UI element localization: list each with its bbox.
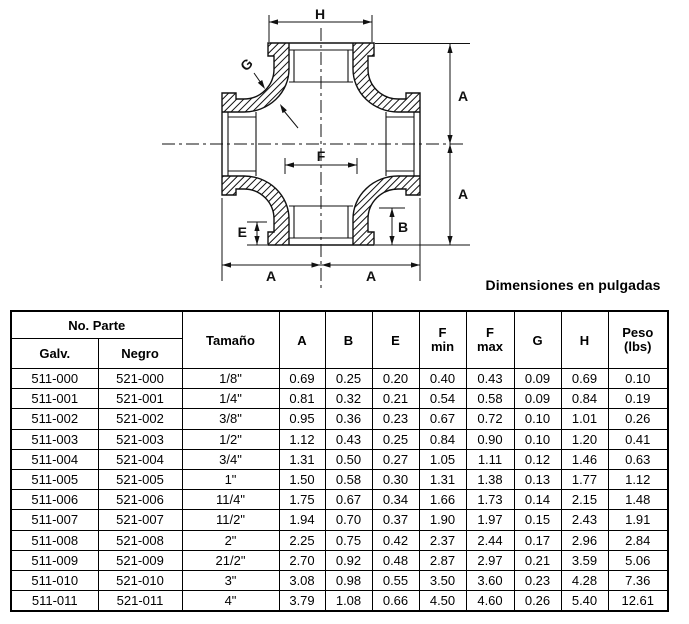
cell-f-min: 0.54 <box>419 389 466 409</box>
cell-negro: 521-004 <box>98 449 182 469</box>
cell-g: 0.13 <box>514 469 561 489</box>
cell-peso: 0.63 <box>608 449 668 469</box>
cell-negro: 521-009 <box>98 550 182 570</box>
cell-a: 1.94 <box>279 510 325 530</box>
cell-e: 0.37 <box>372 510 419 530</box>
cell-h: 2.15 <box>561 490 608 510</box>
cell-f-min: 1.05 <box>419 449 466 469</box>
cell-f-min: 4.50 <box>419 591 466 612</box>
cell-b: 0.25 <box>325 369 372 389</box>
col-header-b: B <box>325 311 372 369</box>
cell-f-min: 0.40 <box>419 369 466 389</box>
cell-g: 0.14 <box>514 490 561 510</box>
dim-label-h: H <box>314 6 326 22</box>
table-row <box>11 570 668 590</box>
cell-galv: 511-000 <box>11 369 98 389</box>
cell-e: 0.55 <box>372 570 419 590</box>
cell-e: 0.66 <box>372 591 419 612</box>
table-row <box>11 490 668 510</box>
cell-size: 11/4" <box>182 490 279 510</box>
cell-galv: 511-004 <box>11 449 98 469</box>
cell-f-min: 0.84 <box>419 429 466 449</box>
cell-h: 0.69 <box>561 369 608 389</box>
cell-g: 0.12 <box>514 449 561 469</box>
table-row <box>11 591 668 612</box>
cell-g: 0.09 <box>514 369 561 389</box>
cell-b: 0.32 <box>325 389 372 409</box>
cell-size: 3/4" <box>182 449 279 469</box>
cell-size: 1/2" <box>182 429 279 449</box>
cell-b: 0.43 <box>325 429 372 449</box>
cell-f-min: 2.87 <box>419 550 466 570</box>
cell-h: 1.01 <box>561 409 608 429</box>
cell-a: 0.69 <box>279 369 325 389</box>
col-header-tamano: Tamaño <box>182 311 279 369</box>
cell-f-max: 1.38 <box>466 469 514 489</box>
cell-a: 3.79 <box>279 591 325 612</box>
cell-g: 0.09 <box>514 389 561 409</box>
dim-label-a-bottom-left: A <box>265 268 277 284</box>
cell-peso: 2.84 <box>608 530 668 550</box>
centerlines <box>162 28 464 288</box>
cell-negro: 521-000 <box>98 369 182 389</box>
cell-h: 1.77 <box>561 469 608 489</box>
cell-peso: 1.48 <box>608 490 668 510</box>
col-header-f-min <box>419 311 466 369</box>
cell-f-min: 2.37 <box>419 530 466 550</box>
dim-label-e: E <box>237 224 247 240</box>
table-row <box>11 530 668 550</box>
cell-e: 0.21 <box>372 389 419 409</box>
cell-f-max: 0.43 <box>466 369 514 389</box>
f-max-line1: F <box>486 325 494 340</box>
cell-galv: 511-006 <box>11 490 98 510</box>
table-row <box>11 409 668 429</box>
dim-label-a-right-bottom: A <box>458 186 469 202</box>
cell-size: 21/2" <box>182 550 279 570</box>
cell-a: 1.12 <box>279 429 325 449</box>
cell-g: 0.21 <box>514 550 561 570</box>
col-header-g: G <box>514 311 561 369</box>
cell-size: 3" <box>182 570 279 590</box>
table-body <box>11 369 668 612</box>
cell-g: 0.17 <box>514 530 561 550</box>
cell-b: 0.50 <box>325 449 372 469</box>
cell-size: 2" <box>182 530 279 550</box>
cell-f-min: 1.66 <box>419 490 466 510</box>
cell-e: 0.27 <box>372 449 419 469</box>
cell-e: 0.20 <box>372 369 419 389</box>
cell-g: 0.10 <box>514 409 561 429</box>
cell-a: 2.70 <box>279 550 325 570</box>
cross-fitting-diagram <box>0 0 689 300</box>
f-min-line1: F <box>438 325 447 340</box>
cell-b: 0.98 <box>325 570 372 590</box>
cell-galv: 511-007 <box>11 510 98 530</box>
f-max-line2: max <box>476 339 504 354</box>
cell-h: 1.20 <box>561 429 608 449</box>
cell-peso: 0.26 <box>608 409 668 429</box>
cell-f-max: 1.11 <box>466 449 514 469</box>
cell-f-max: 3.60 <box>466 570 514 590</box>
cell-galv: 511-008 <box>11 530 98 550</box>
col-header-e: E <box>372 311 419 369</box>
cell-galv: 511-010 <box>11 570 98 590</box>
cell-b: 0.92 <box>325 550 372 570</box>
peso-line2: (lbs) <box>624 339 652 354</box>
cell-a: 0.81 <box>279 389 325 409</box>
cell-f-max: 4.60 <box>466 591 514 612</box>
cell-f-min: 3.50 <box>419 570 466 590</box>
cell-b: 0.58 <box>325 469 372 489</box>
cell-g: 0.15 <box>514 510 561 530</box>
cell-size: 4" <box>182 591 279 612</box>
cell-a: 2.25 <box>279 530 325 550</box>
cell-negro: 521-001 <box>98 389 182 409</box>
f-min-line2: min <box>430 339 455 354</box>
cell-negro: 521-006 <box>98 490 182 510</box>
col-header-negro: Negro <box>98 339 182 369</box>
cell-b: 0.75 <box>325 530 372 550</box>
cell-peso: 5.06 <box>608 550 668 570</box>
cell-negro: 521-008 <box>98 530 182 550</box>
cell-galv: 511-002 <box>11 409 98 429</box>
cell-peso: 0.19 <box>608 389 668 409</box>
cell-e: 0.23 <box>372 409 419 429</box>
cell-f-max: 1.97 <box>466 510 514 530</box>
cell-g: 0.10 <box>514 429 561 449</box>
col-header-a: A <box>279 311 325 369</box>
cell-b: 0.67 <box>325 490 372 510</box>
cell-h: 3.59 <box>561 550 608 570</box>
cell-peso: 1.91 <box>608 510 668 530</box>
cell-galv: 511-001 <box>11 389 98 409</box>
cell-f-max: 0.72 <box>466 409 514 429</box>
cell-e: 0.34 <box>372 490 419 510</box>
cell-f-max: 1.73 <box>466 490 514 510</box>
col-header-galv: Galv. <box>11 339 98 369</box>
cell-size: 3/8" <box>182 409 279 429</box>
peso-line1: Peso <box>622 325 654 340</box>
cell-a: 0.95 <box>279 409 325 429</box>
cell-size: 1" <box>182 469 279 489</box>
cell-f-max: 2.97 <box>466 550 514 570</box>
dim-label-b: B <box>398 219 409 235</box>
cell-peso: 1.12 <box>608 469 668 489</box>
cell-h: 2.96 <box>561 530 608 550</box>
cell-g: 0.23 <box>514 570 561 590</box>
cell-negro: 521-002 <box>98 409 182 429</box>
cell-peso: 0.41 <box>608 429 668 449</box>
cell-size: 1/8" <box>182 369 279 389</box>
cell-a: 1.75 <box>279 490 325 510</box>
cell-f-min: 1.31 <box>419 469 466 489</box>
cell-galv: 511-009 <box>11 550 98 570</box>
cell-a: 1.50 <box>279 469 325 489</box>
cell-peso: 0.10 <box>608 369 668 389</box>
cell-b: 1.08 <box>325 591 372 612</box>
cell-negro: 521-003 <box>98 429 182 449</box>
cell-e: 0.30 <box>372 469 419 489</box>
table-row <box>11 429 668 449</box>
cell-peso: 7.36 <box>608 570 668 590</box>
cell-f-min: 1.90 <box>419 510 466 530</box>
units-caption: Dimensiones en pulgadas <box>485 277 661 293</box>
cell-b: 0.70 <box>325 510 372 530</box>
cell-galv: 511-003 <box>11 429 98 449</box>
cell-e: 0.42 <box>372 530 419 550</box>
cell-galv: 511-005 <box>11 469 98 489</box>
cell-negro: 521-011 <box>98 591 182 612</box>
cell-size: 1/4" <box>182 389 279 409</box>
dim-label-a-right-top: A <box>458 88 469 104</box>
cell-size: 11/2" <box>182 510 279 530</box>
table-row <box>11 469 668 489</box>
cell-negro: 521-005 <box>98 469 182 489</box>
col-header-h: H <box>561 311 608 369</box>
table-row <box>11 389 668 409</box>
col-header-f-max <box>466 311 514 369</box>
cell-galv: 511-011 <box>11 591 98 612</box>
cell-h: 4.28 <box>561 570 608 590</box>
cell-b: 0.36 <box>325 409 372 429</box>
cell-f-min: 0.67 <box>419 409 466 429</box>
cell-h: 1.46 <box>561 449 608 469</box>
cell-negro: 521-007 <box>98 510 182 530</box>
cell-a: 3.08 <box>279 570 325 590</box>
table-row <box>11 550 668 570</box>
dimensions-table <box>10 310 669 612</box>
cell-f-max: 0.90 <box>466 429 514 449</box>
dim-label-f: F <box>316 148 326 164</box>
cell-g: 0.26 <box>514 591 561 612</box>
cell-h: 0.84 <box>561 389 608 409</box>
cell-peso: 12.61 <box>608 591 668 612</box>
table-row <box>11 369 668 389</box>
cell-h: 2.43 <box>561 510 608 530</box>
cell-h: 5.40 <box>561 591 608 612</box>
cell-e: 0.48 <box>372 550 419 570</box>
col-header-peso <box>608 311 668 369</box>
col-header-no-parte: No. Parte <box>11 311 182 339</box>
cell-a: 1.31 <box>279 449 325 469</box>
cell-e: 0.25 <box>372 429 419 449</box>
table-row <box>11 449 668 469</box>
table-row <box>11 510 668 530</box>
dim-label-g: G <box>236 54 256 74</box>
dimension-lines <box>222 15 470 281</box>
dim-label-a-bottom-right: A <box>365 268 377 284</box>
cell-f-max: 0.58 <box>466 389 514 409</box>
cell-negro: 521-010 <box>98 570 182 590</box>
cell-f-max: 2.44 <box>466 530 514 550</box>
